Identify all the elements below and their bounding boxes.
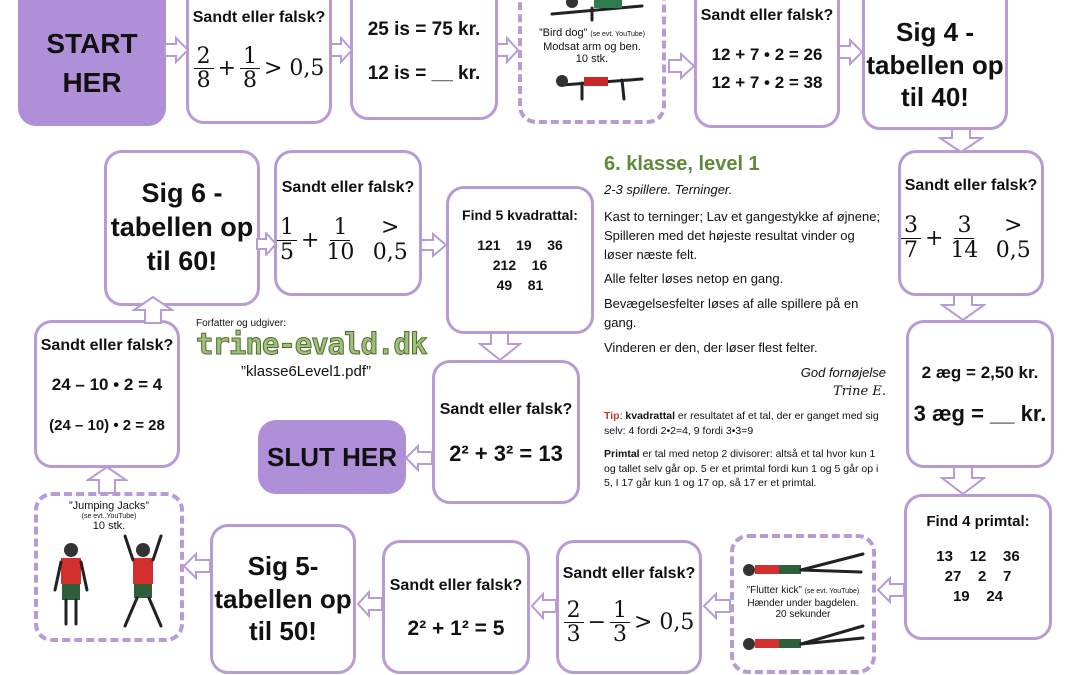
numerator: 1 (330, 216, 350, 240)
tf-label: Sandt eller falsk? (904, 177, 1038, 194)
denominator: 5 (280, 239, 294, 265)
arrow-down-icon (478, 332, 522, 362)
denominator: 8 (243, 68, 257, 94)
exercise-title: ”Flutter kick” (746, 585, 802, 596)
info-panel (604, 150, 886, 520)
tf-label: Sandt eller falsk? (192, 9, 326, 26)
tf-label: Sandt eller falsk? (281, 179, 415, 196)
exercise-note: (se evt. YouTube) (590, 31, 645, 38)
exercise-count: 10 stk. (92, 520, 126, 533)
info-paragraph-1: Kast to terninger; Lav et gangestykke af øjnene; Spilleren med det højeste resultat vinder og løser næste felt. (604, 208, 881, 262)
exercise-title: ”Jumping Jacks” (68, 500, 150, 512)
number-row-1: 121 19 36 (477, 237, 563, 253)
tf-field-2 (694, 0, 840, 128)
arrow-up-icon (132, 296, 174, 324)
info-signature: Trine E. (833, 383, 886, 399)
tf-label: Sandt eller falsk? (562, 565, 696, 582)
tf-field-4 (898, 150, 1044, 296)
find-squares-title: Find 5 kvadrattal: (462, 207, 578, 223)
number-row-3: 49 81 (496, 277, 544, 293)
number-row-2: 27 2 7 (944, 568, 1012, 585)
arrow-right-icon (256, 232, 278, 256)
tf-field-3 (274, 150, 422, 296)
flutter-kick-figure-icon (735, 620, 871, 654)
statement-1: 24 – 10 • 2 = 4 (51, 375, 163, 394)
say-table-text: Sig 5- tabellen op til 50! (214, 551, 352, 647)
publisher-logo: trine-evald.dk (196, 327, 427, 361)
bird-dog-figure-icon (532, 65, 652, 101)
tf-label: Sandt eller falsk? (439, 401, 573, 418)
arrow-down-icon (938, 128, 984, 154)
number-row-1: 13 12 36 (936, 548, 1020, 565)
info-paragraph-3: Bevægelsesfelter løses af alle spillere på en gang. (604, 296, 859, 331)
numerator: 1 (240, 45, 260, 69)
exercise-instruction: Modsat arm og ben. (543, 40, 641, 53)
fraction-expression: $\frac{2}{3}$ − $\frac{1}{3}$ > 0,5 (564, 599, 695, 646)
statement-1: 12 + 7 • 2 = 26 (711, 45, 823, 64)
arrow-left-icon (404, 444, 434, 472)
denominator: 10 (326, 239, 355, 265)
info-closing: God fornøjelse (800, 364, 886, 380)
arrow-right-icon (164, 36, 190, 64)
prime-term: Primtal (604, 447, 640, 460)
exercise-field-jumping-jacks (34, 492, 184, 642)
denominator: 8 (196, 68, 211, 94)
tip-label: Tip (604, 410, 620, 423)
exercise-duration: 20 sekunder (775, 608, 831, 620)
arrow-right-icon (838, 38, 864, 66)
start-box (18, 0, 166, 126)
statement-2: 12 + 7 • 2 = 38 (711, 73, 823, 92)
numerator: 3 (901, 214, 921, 238)
find-squares-field (446, 186, 594, 334)
arrow-left-icon (876, 576, 906, 604)
exercise-instruction: Hænder under bagdelen. (747, 597, 859, 609)
flutter-kick-figure-icon (735, 540, 871, 580)
tf-label: Sandt eller falsk? (389, 577, 523, 594)
info-paragraph-4: Vinderen er den, der løser flest felter. (604, 339, 818, 355)
fraction-expression: $\frac{1}{5}$ + $\frac{1}{10}$ > 0,5 (277, 215, 419, 265)
numerator: 1 (277, 216, 297, 240)
tf-label: Sandt eller falsk? (700, 7, 834, 24)
price-line-1: 2 æg = 2,50 kr. (921, 363, 1039, 382)
denominator: 3 (613, 622, 627, 648)
statement-2: (24 – 10) • 2 = 28 (49, 417, 165, 434)
numerator: 1 (610, 599, 630, 623)
tip-term: kvadrattal (625, 410, 676, 423)
tf-field-1 (186, 0, 332, 124)
exercise-note: (se evt..YouTube) (81, 513, 137, 521)
say-table-4 (862, 0, 1008, 130)
exercise-title: ”Bird dog” (539, 27, 588, 39)
arrow-down-icon (940, 294, 986, 322)
end-box (258, 420, 406, 494)
denominator: 14 (950, 237, 979, 263)
tf-field-5 (34, 320, 180, 468)
tf-field-7 (382, 540, 530, 674)
arrow-left-icon (530, 592, 558, 620)
price-field-ice (350, 0, 498, 120)
prime-text: er tal med netop 2 divisorer: altså et tal hvor kun 1 og tallet selv går op. 5 er et primtal fordi kun 1 og 5 går op i 5, I 17 går kun 1 og 17 op, så 17 er et primtal. (604, 447, 879, 490)
find-primes-field (904, 494, 1052, 640)
denominator: 3 (566, 622, 581, 648)
info-paragraph-2: Alle felter løses netop en gang. (604, 271, 784, 287)
say-table-6 (104, 150, 260, 306)
info-subtitle: 2-3 spillere. Terninger. (604, 182, 733, 197)
comparison: > 0,5 (264, 56, 325, 82)
find-primes-title: Find 4 primtal: (926, 513, 1030, 530)
numerator: 3 (954, 214, 974, 238)
prime-block (604, 447, 886, 491)
price-line-2: 3 æg = __ kr. (913, 401, 1047, 426)
end-label: SLUT HER (267, 441, 397, 472)
comparison: > 0,5 (995, 213, 1031, 263)
arrow-right-icon (496, 36, 520, 64)
arrow-up-icon (86, 466, 128, 494)
fraction-expression: $\frac{3}{7}$ + $\frac{3}{14}$ > 0,5 (901, 213, 1041, 263)
tf-label: Sandt eller falsk? (40, 337, 174, 354)
jumping-jacks-figure-icon (39, 532, 179, 632)
number-row-2: 212 16 (492, 257, 548, 273)
info-title: 6. klasse, level 1 (604, 153, 760, 175)
say-table-5 (210, 524, 356, 674)
comparison: > 0,5 (372, 215, 408, 265)
arrow-left-icon (702, 592, 732, 620)
bird-dog-figure-icon (532, 0, 652, 22)
price-line-1: 25 is = 75 kr. (367, 19, 481, 40)
arrow-right-icon (668, 52, 696, 80)
numerator: 2 (194, 45, 214, 69)
numerator: 2 (564, 599, 584, 623)
exercise-field-bird-dog (518, 0, 666, 124)
arrow-left-icon (182, 552, 212, 580)
tf-field-8 (556, 540, 702, 674)
arrow-down-icon (940, 466, 986, 496)
power-equation: 2² + 3² = 13 (449, 441, 563, 466)
tf-field-6 (432, 360, 580, 504)
author-block (196, 318, 436, 398)
power-equation: 2² + 1² = 5 (407, 617, 505, 640)
price-line-2: 12 is = __ kr. (367, 63, 481, 84)
exercise-count: 10 stk. (575, 52, 609, 65)
arrow-right-icon (330, 36, 354, 64)
exercise-field-flutter-kick (730, 534, 876, 674)
arrow-right-icon (420, 232, 448, 258)
tip-text: er resultatet af et tal, der er ganget med sig selv: 4 fordi 2•2=4, 9 fordi 3•3=9 (604, 410, 879, 438)
number-row-3: 19 24 (952, 588, 1004, 605)
file-name: ”klasse6Level1.pdf” (240, 362, 372, 380)
fraction-expression: $\frac{2}{8}$ + $\frac{1}{8}$ > 0,5 (194, 45, 325, 92)
say-table-text: Sig 6 - tabellen op til 60! (110, 178, 254, 276)
start-label: START HER (46, 27, 138, 98)
price-field-eggs (906, 320, 1054, 468)
say-table-text: Sig 4 - tabellen op til 40! (866, 17, 1004, 113)
comparison: > 0,5 (634, 610, 695, 636)
tip-block: Tip: kvadrattal er resultatet af et tal, der er ganget med sig selv: 4 fordi 2•2=4, 9 fordi 3•3=9 (604, 410, 879, 438)
exercise-note: (se evt. YouTube) (804, 588, 860, 595)
author-label: Forfatter og udgiver: (196, 318, 287, 329)
arrow-left-icon (356, 590, 384, 618)
denominator: 7 (904, 237, 918, 263)
